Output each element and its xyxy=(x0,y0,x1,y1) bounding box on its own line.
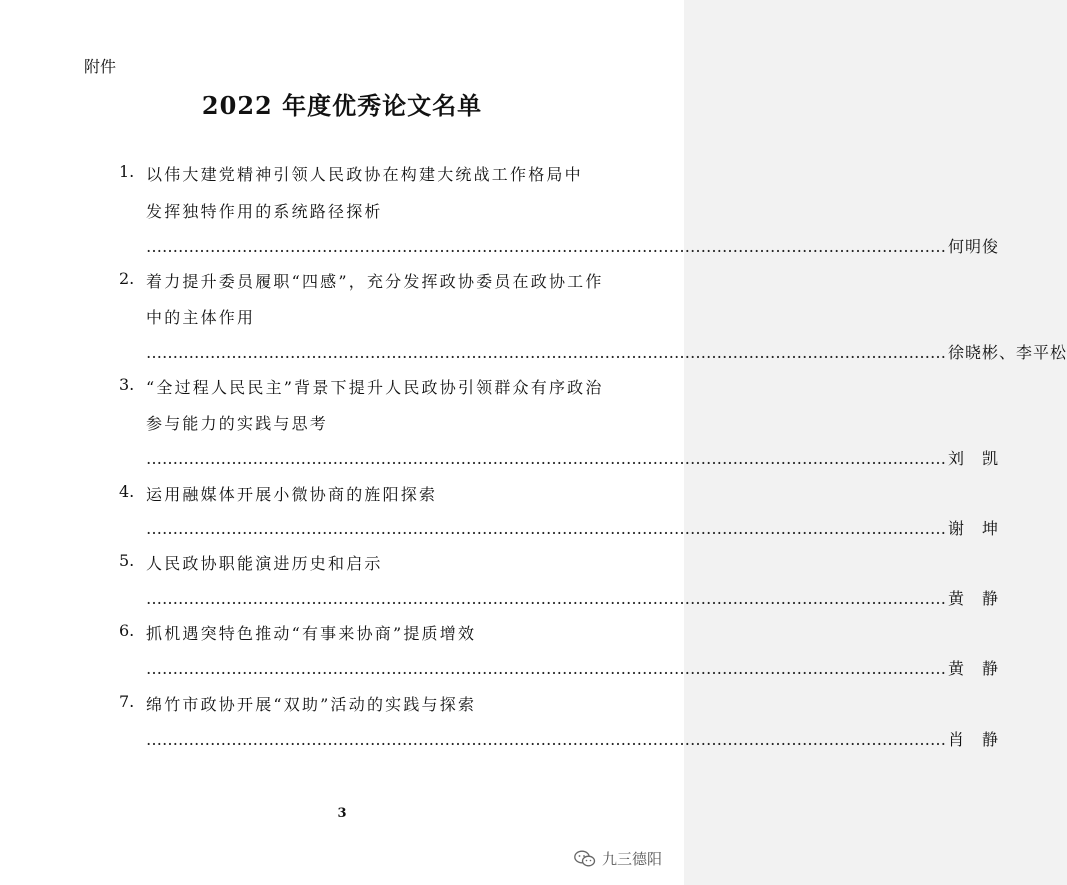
annex-label: 附件 xyxy=(84,57,117,76)
entry-title-line: 人民政协职能演进历史和启示 xyxy=(146,554,383,573)
entry-number: 7. xyxy=(119,692,135,711)
watermark xyxy=(574,848,662,869)
watermark-text: 九三德阳 xyxy=(601,850,662,868)
author-row xyxy=(146,446,1000,469)
author-name: 刘 凯 xyxy=(948,449,1000,468)
author-name: 谢 坤 xyxy=(948,519,1000,538)
author-row xyxy=(146,516,1000,539)
leader-dots: …………………………………………………………………………………………………………………………………… xyxy=(146,589,946,608)
entry-number: 3. xyxy=(119,375,135,394)
leader-dots: …………………………………………………………………………………………………………………………………… xyxy=(146,730,946,749)
entry-title-line: 运用融媒体开展小微协商的旌阳探索 xyxy=(146,485,438,504)
document-title: 2022 年度优秀论文名单 xyxy=(201,91,483,120)
entry-title-line: 绵竹市政协开展“双助”活动的实践与探索 xyxy=(146,695,477,714)
leader-dots: …………………………………………………………………………………………………………………………………… xyxy=(146,237,946,256)
leader-dots: …………………………………………………………………………………………………………………………………… xyxy=(146,659,946,678)
entry-title-line: 以伟大建党精神引领人民政协在构建大统战工作格局中 xyxy=(146,165,583,184)
author-row xyxy=(146,340,1067,363)
author-row xyxy=(146,586,1000,609)
entry-title-line: 中的主体作用 xyxy=(146,308,256,327)
entry-title-line: 发挥独特作用的系统路径探析 xyxy=(146,202,383,221)
leader-dots: …………………………………………………………………………………………………………………………………… xyxy=(146,519,946,538)
page-number: 3 xyxy=(337,806,347,821)
entry-title-line: 着力提升委员履职“四感”，充分发挥政协委员在政协工作 xyxy=(146,272,604,291)
author-name: 何明俊 xyxy=(948,237,1000,256)
entry-number: 5. xyxy=(119,551,135,570)
author-name: 徐晓彬、李平松 xyxy=(948,343,1067,362)
entry-title-line: 参与能力的实践与思考 xyxy=(146,414,329,433)
wechat-icon xyxy=(574,850,596,868)
leader-dots: …………………………………………………………………………………………………………………………………… xyxy=(146,449,946,468)
entry-title-line: 抓机遇突特色推动“有事来协商”提质增效 xyxy=(146,624,477,643)
author-row xyxy=(146,656,1000,679)
entry-number: 4. xyxy=(119,482,135,501)
entry-title-line: “全过程人民民主”背景下提升人民政协引领群众有序政治 xyxy=(146,378,604,397)
author-row xyxy=(146,727,1000,750)
author-name: 肖 静 xyxy=(948,730,1000,749)
entry-number: 1. xyxy=(119,162,135,181)
leader-dots: …………………………………………………………………………………………………………………………………… xyxy=(146,343,946,362)
author-row xyxy=(146,234,1000,257)
entry-number: 6. xyxy=(119,621,135,640)
entry-number: 2. xyxy=(119,269,135,288)
author-name: 黄 静 xyxy=(948,589,1000,608)
author-name: 黄 静 xyxy=(948,659,1000,678)
